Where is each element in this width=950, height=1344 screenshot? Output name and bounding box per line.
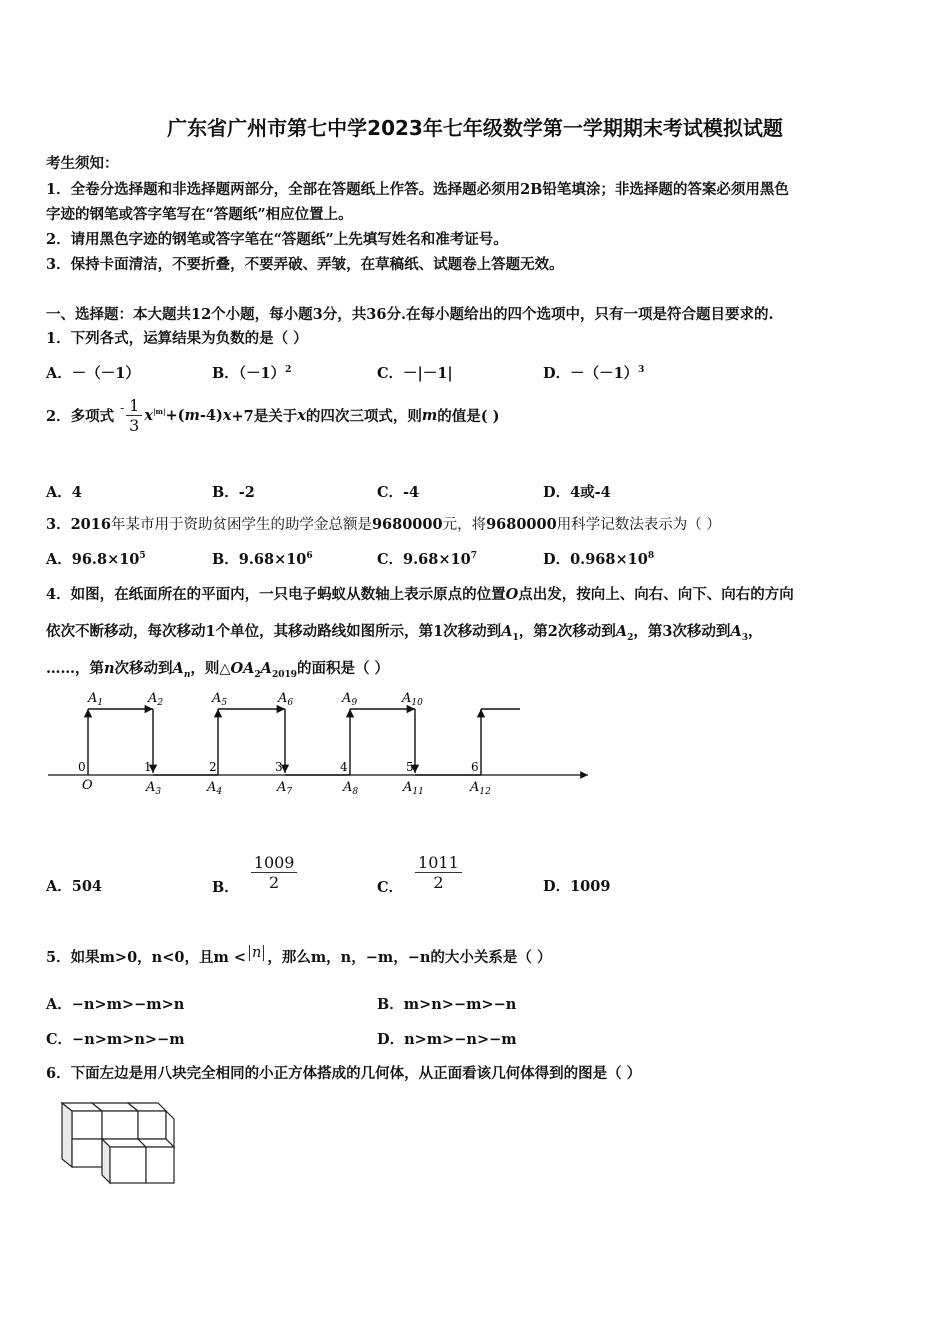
q2-option-b: B．-2 (212, 484, 255, 501)
q1-stem: 1．下列各式，运算结果为负数的是（ ） (46, 330, 308, 347)
q4-line-3: ……，第n次移动到$A_n$，则$\triangle OA_2A_{2019}$的面积是（ ） (46, 660, 390, 680)
label-a7: $A_7$ (277, 780, 293, 797)
label-a5: $A_5$ (212, 691, 228, 708)
q1-option-c: C．－|－1| (377, 365, 453, 382)
label-a12: $A_{12}$ (470, 780, 491, 797)
notice-item-1: 1．全卷分选择题和非选择题两部分，全部在答题纸上作答。选择题必须用2B铅笔填涂；非选择题的答案必须用黑色 (46, 181, 789, 198)
label-a3: $A_3$ (146, 780, 162, 797)
q1-option-d: D．$-(-1)^3$ (543, 365, 645, 382)
label-a6: $A_6$ (278, 691, 294, 708)
q6-stem: 6．下面左边是用八块完全相同的小正方体搭成的几何体，从正面看该几何体得到的图是（ ） (46, 1065, 642, 1082)
q5-option-a: A．−n>m>−m>n (46, 996, 185, 1013)
q4-line-1: 4．如图，在纸面所在的平面内，一只电子蚂蚁从数轴上表示原点的位置O点出发，按向上、向右、向下、向右的方向 (46, 586, 794, 603)
label-a11: $A_{11}$ (403, 780, 424, 797)
q4-option-b: B． $\frac{1009}{2}$ (212, 848, 297, 897)
q2-option-a: A．4 (46, 484, 82, 501)
q1-option-a: A．－（－1） (46, 365, 140, 382)
q4-option-d: D．1009 (543, 878, 611, 895)
tick-6: 6 (471, 760, 479, 774)
q4-option-c: C． $\frac{1011}{2}$ (377, 848, 462, 897)
origin-label: O (82, 778, 93, 793)
notice-item-1-cont: 字迹的钢笔或答字笔写在“答题纸”相应位置上。 (46, 206, 353, 223)
label-a4: $A_4$ (207, 780, 223, 797)
q2-fraction: $\frac{1}{3}$ (126, 396, 142, 435)
cube-structure-figure (58, 1097, 183, 1189)
tick-1: 1 (144, 760, 152, 774)
tick-0: 0 (78, 760, 86, 774)
label-a2: $A_2$ (148, 691, 164, 708)
q5-option-c: C．−n>m>n>−m (46, 1031, 185, 1048)
q2-stem: 2．多项式 - $\frac{1}{3}$ x $^{|m|}$ +( m -4) x +7是关于 x 的四次三项式，则 m 的值是( ) (46, 396, 500, 435)
q3-option-a: A．$96.8\times 10^5$ (46, 551, 146, 568)
page-title: 广东省广州市第七中学2023年七年级数学第一学期期末考试模拟试题 (167, 116, 783, 140)
q3-option-d: D．$0.968\times 10^8$ (543, 551, 655, 568)
label-a1: $A_1$ (88, 691, 104, 708)
notice-item-2: 2．请用黑色字迹的钢笔或答字笔在“答题纸”上先填写姓名和准考证号。 (46, 231, 508, 248)
ant-path-diagram (40, 685, 600, 800)
q3-option-b: B．$9.68\times 10^6$ (212, 551, 313, 568)
label-a8: $A_8$ (343, 780, 359, 797)
q1-option-b: B．$(-1)^2$ (212, 365, 292, 382)
q2-option-d: D．4或-4 (543, 484, 611, 501)
label-a10: $A_{10}$ (402, 691, 423, 708)
q4-line-2: 依次不断移动，每次移动1个单位，其移动路线如图所示，第1次移动到$A_1$，第2次移动到$A_2$，第3次移动到$A_3$， (46, 623, 763, 643)
q4-option-a: A．504 (46, 878, 103, 895)
notice-item-3: 3．保持卡面清洁，不要折叠，不要弄破、弄皱，在草稿纸、试题卷上答题无效。 (46, 256, 564, 273)
label-a9: $A_9$ (342, 691, 358, 708)
tick-2: 2 (209, 760, 217, 774)
tick-5: 5 (406, 760, 414, 774)
tick-3: 3 (275, 760, 283, 774)
q3-stem: 3．2016年某市用于资助贫困学生的助学金总额是9680000元，将9680000用科学记数法表示为（ ） (46, 516, 721, 533)
q5-option-d: D．n>m>−n>−m (377, 1031, 517, 1048)
section-heading: 一、选择题：本大题共12个小题，每小题3分，共36分.在每小题给出的四个选项中，只有一项是符合题目要求的. (46, 306, 774, 323)
tick-4: 4 (340, 760, 348, 774)
notice-heading: 考生须知： (46, 155, 119, 172)
q3-option-c: C．$9.68\times 10^7$ (377, 551, 477, 568)
q5-option-b: B．m>n>−m>−n (377, 996, 517, 1013)
q5-stem: 5．如果m>0，n<0，且m < n ，那么m，n，−m，−n的大小关系是（ ） (46, 945, 552, 966)
q2-option-c: C．-4 (377, 484, 420, 501)
